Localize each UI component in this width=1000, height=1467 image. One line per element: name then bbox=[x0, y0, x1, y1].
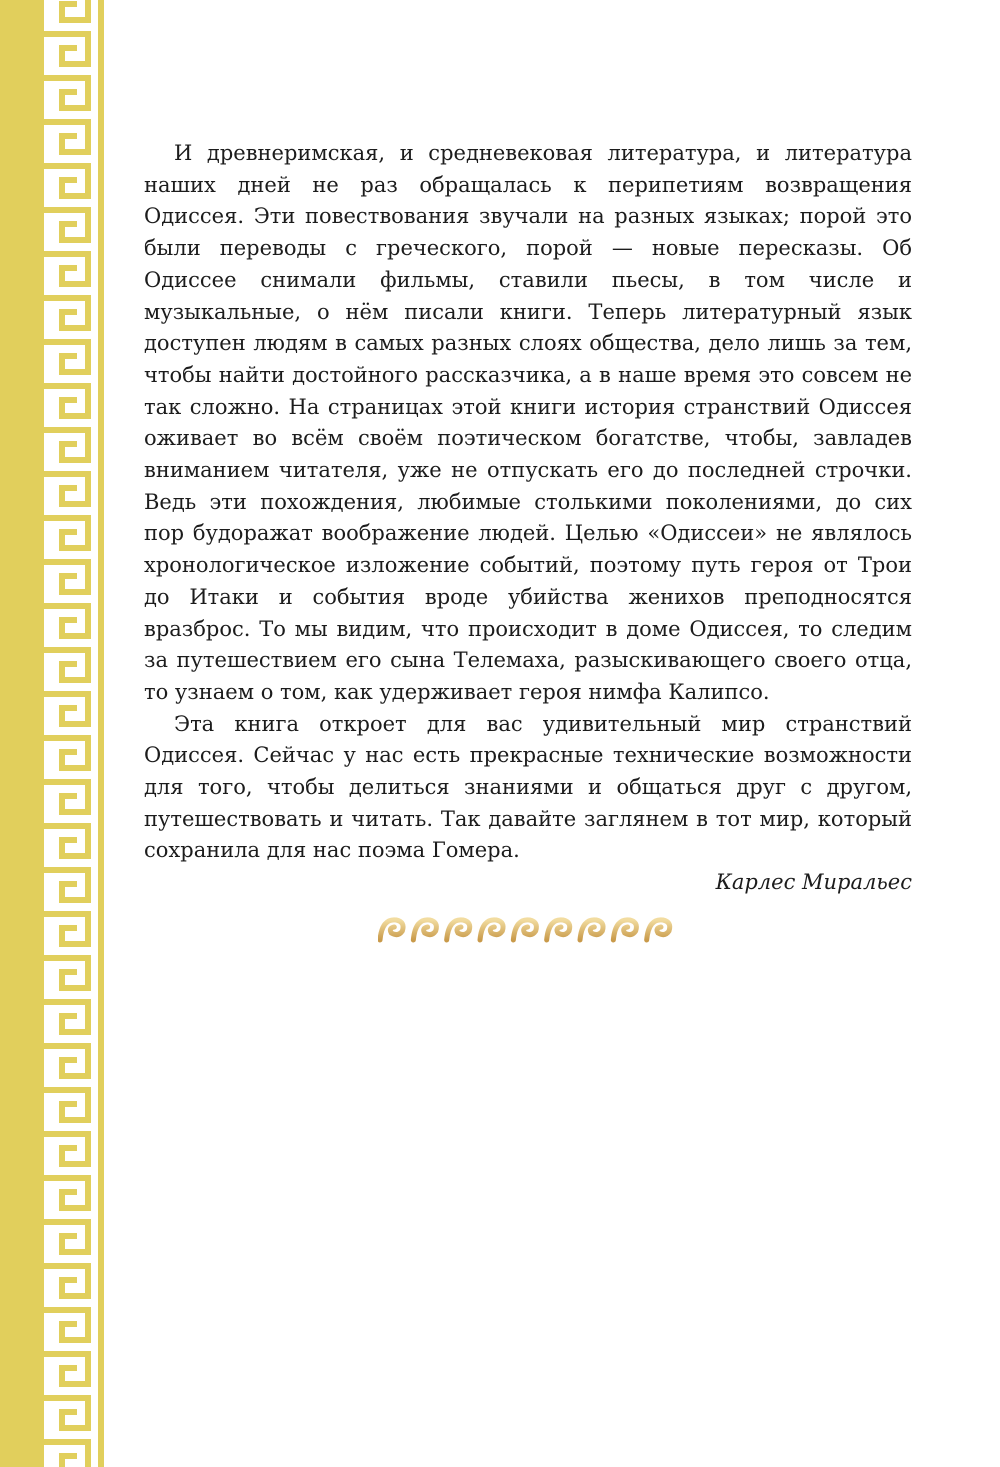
wave-scroll bbox=[413, 920, 436, 940]
wave-scroll bbox=[647, 920, 670, 940]
greek-key-meander-icon bbox=[0, 0, 106, 1467]
document-body bbox=[144, 138, 912, 899]
wave-scroll bbox=[613, 920, 636, 940]
wave-scroll bbox=[580, 920, 603, 940]
author-signature: Карлес Миральес bbox=[715, 870, 912, 895]
greek-key-border bbox=[0, 0, 106, 1467]
wave-scroll bbox=[547, 920, 570, 940]
wave-scroll bbox=[480, 920, 503, 940]
paragraph-2: Эта книга откроет для вас удивительный мир странствий Одиссея. Сейчас у нас есть прекрасные технические возможности для того, чтобы делиться знаниями и общаться друг с другом, путешествовать и читать. Так давайте заглянем в тот мир, который сохранила для нас поэма Гомера. bbox=[144, 711, 912, 863]
wave-scroll-ornament-icon bbox=[378, 910, 678, 950]
wave-scroll bbox=[447, 920, 470, 940]
wave-scroll bbox=[513, 920, 536, 940]
paragraph-1: И древнеримская, и средневековая литература, и литература наших дней не раз обращалась к перипетиям возвращения Одиссея. Эти повествования звучали на разных языках; порой это были переводы с греческого, порой — новые пересказы. Об Одиссее снимали фильмы, ставили пьесы, в том числе и музыкальные, о нём писали книги. Теперь литературный язык доступен людям в самых разных слоях общества, дело лишь за тем, чтобы найти достойного рассказчика, а в наше время это совсем не так сложно. На страницах этой книги история странствий Одиссея оживает во всём своём поэтическом богатстве, чтобы, завладев вниманием читателя, уже не отпускать его до последней строчки. Ведь эти похождения, любимые столькими поколениями, до сих пор будоражат воображение людей. Целью «Одиссеи» не являлось хронологическое изложение событий, поэтому путь героя от Трои до Итаки и события вроде убийства женихов преподносятся вразброс. То мы видим, что происходит в доме Одиссея, то следим за путешествием его сына Телемаха, разыскивающего своего отца, то узнаем о том, как удерживает героя нимфа Калипсо. bbox=[144, 141, 912, 704]
meander-path bbox=[44, 0, 88, 1467]
wave-scroll bbox=[380, 920, 403, 940]
